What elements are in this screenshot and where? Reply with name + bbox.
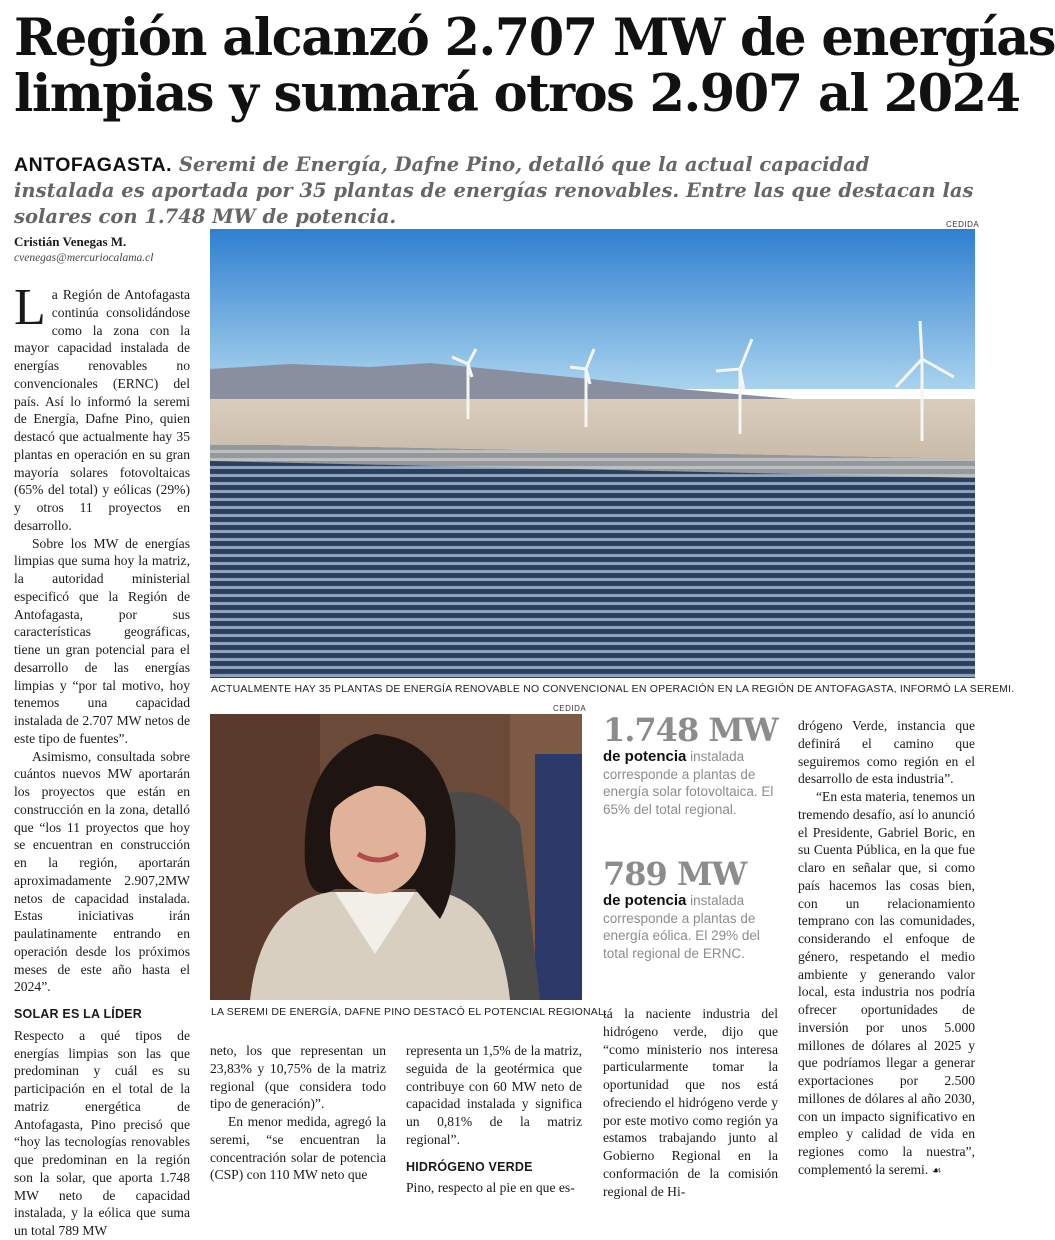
solar-plant-photo	[210, 229, 975, 678]
solar-plant-illustration	[210, 229, 975, 678]
article-column-2	[210, 1042, 386, 1184]
stat-description	[603, 892, 778, 962]
stat-box-eolica	[603, 856, 778, 962]
article-column-4	[603, 1005, 778, 1200]
lead-text: Seremi de Energía, Dafne Pino, detalló que la actual capacidad instalada es aportada por 35 plantas de energías renovables. Entre las que destacan las solares con 1.748 MW de potencia.	[14, 153, 974, 228]
headline-line-2: limpias y sumará otros 2.907 al 2024	[14, 64, 1020, 124]
article-column-1	[14, 279, 190, 1240]
subhead-solar: SOLAR ES LA LÍDER	[14, 1007, 142, 1021]
article-paragraph: En menor medida, agregó la seremi, “se encuentran la concentración solar de potencia (CSP) con 110 MW neto que	[210, 1114, 386, 1183]
seremi-photo-caption: LA SEREMI DE ENERGÍA, DAFNE PINO DESTACÓ EL POTENCIAL REGIONAL.	[211, 1006, 608, 1018]
stat-value: 789 MW	[603, 855, 747, 893]
seremi-portrait-illustration	[210, 714, 582, 1000]
article-paragraph	[798, 788, 975, 1180]
article-paragraph: Respecto a qué tipos de energías limpias son las que predominan y cuál es su participación en el total de la matriz energética de Antofagasta, Pino precisó que “hoy las tecnologías renovables que predominan en la región son la solar, que aporta 1.748 MW neto de capacidad instalada, y la eólica que suma un total 789 MW	[14, 1027, 190, 1238]
byline-email: cvenegas@mercuriocalama.cl	[14, 252, 154, 264]
article-paragraph: drógeno Verde, instancia que definirá el camino que seguiremos como región en el desarrollo de esta industria”.	[798, 718, 975, 787]
stat-description	[603, 748, 778, 818]
article-column-3	[406, 1042, 582, 1197]
lead-paragraph	[14, 152, 976, 230]
photo-credit-top: CEDIDA	[946, 220, 980, 229]
article-paragraph: Pino, respecto al pie en que es-	[406, 1180, 575, 1196]
article-paragraph: neto, los que representan un 23,83% y 10,75% de la matriz regional (que considera todo tipo de generación)”.	[210, 1043, 386, 1112]
headline-line-1: Región alcanzó 2.707 MW de energías	[14, 8, 1055, 68]
paragraph-text: a Región de Antofagasta continúa consolidándose como la zona con la mayor capacidad instalada de energías renovables no convencionales (ERNC) del país. Así lo informó la seremi de Energía, Dafne Pino, quien destacó que actualmente hay 35 plantas en operación en su gran mayoría solares fotovoltaicas (65% del total) y eólicas (29%) y otros 11 proyectos en desarrollo.	[14, 287, 190, 533]
drop-cap: L	[14, 279, 46, 336]
article-column-5	[798, 717, 975, 1180]
article-paragraph: Sobre los MW de energías limpias que suma hoy la matriz, la autoridad ministerial especificó que la Región de Antofagasta, por sus características geográficas, tiene un gran potencial para el desarrollo de las energías limpias y “por tal motivo, hoy tenemos una capacidad instalada de 2.707 MW netos de este tipo de fuentes”.	[14, 535, 190, 746]
byline-author: Cristián Venegas M.	[14, 234, 127, 249]
paragraph-text: “En esta materia, tenemos un tremendo desafío, así lo anunció el Presidente, Gabriel Boric, en su Cuenta Pública, en la que fue claro en señalar que, si como país hacemos las cosas bien, con un relacionamiento temprano con las comunidades, considerando el enfoque de género, respetando el medio ambiente y generando valor local, esta industria nos podría ofrecer oportunidades de inversión por unos 5.000 millones de dólares al 2025 y que podríamos llegar a generar exportaciones por 2.500 millones de dólares al año 2030, con un impacto significativo en empleo y calidad de vida en regiones como la nuestra”, complementó la seremi.	[798, 789, 975, 1177]
stat-box-solar	[603, 712, 778, 818]
stat-bold-label: de potencia	[603, 748, 687, 765]
photo-credit-mid: CEDIDA	[553, 704, 587, 713]
stat-bold-label: de potencia	[603, 892, 687, 909]
article-paragraph: Asimismo, consultada sobre cuántos nuevos MW aportarán los proyectos que están en construcción en la zona, detalló que “los 11 proyectos que hoy se encuentran en construcción en la región, aportarán aproximadamente 2.907,2MW netos de capacidad instalada. Estas iniciativas irán paulatinamente entrando en operación desde los próximos meses de este año hasta el 2024”.	[14, 748, 190, 995]
subhead-hidrogeno: HIDRÓGENO VERDE	[406, 1159, 533, 1174]
article-paragraph: representa un 1,5% de la matriz, seguida de la geotérmica que contribuye con 60 MW neto de capacidad instalada y significa un 0,81% de la matriz regional”.	[406, 1043, 582, 1147]
stat-value: 1.748 MW	[603, 711, 778, 749]
article-paragraph: tá la naciente industria del hidrógeno verde, dijo que “como ministerio nos interesa particularmente tomar la oportunidad que nos está ofreciendo el hidrógeno verde y por este motivo como región ya estamos trabajando junto al Gobierno Regional en la conformación de la comisión regional de Hi-	[603, 1006, 778, 1199]
stat-text: instalada corresponde a plantas de energía solar fotovoltaica. El 65% del total regional.	[603, 749, 774, 817]
end-mark-icon: ☙	[931, 1163, 942, 1177]
seremi-portrait-photo	[210, 714, 582, 1000]
headline	[14, 8, 1055, 124]
lead-place: ANTOFAGASTA.	[14, 154, 173, 176]
article-paragraph	[14, 279, 190, 535]
stat-text: instalada corresponde a plantas de energía eólica. El 29% del total regional de ERNC.	[603, 893, 760, 961]
solar-photo-caption: ACTUALMENTE HAY 35 PLANTAS DE ENERGÍA RENOVABLE NO CONVENCIONAL EN OPERACIÓN EN LA REGIÓN DE ANTOFAGASTA, INFORMÓ LA SEREMI.	[211, 683, 1015, 695]
